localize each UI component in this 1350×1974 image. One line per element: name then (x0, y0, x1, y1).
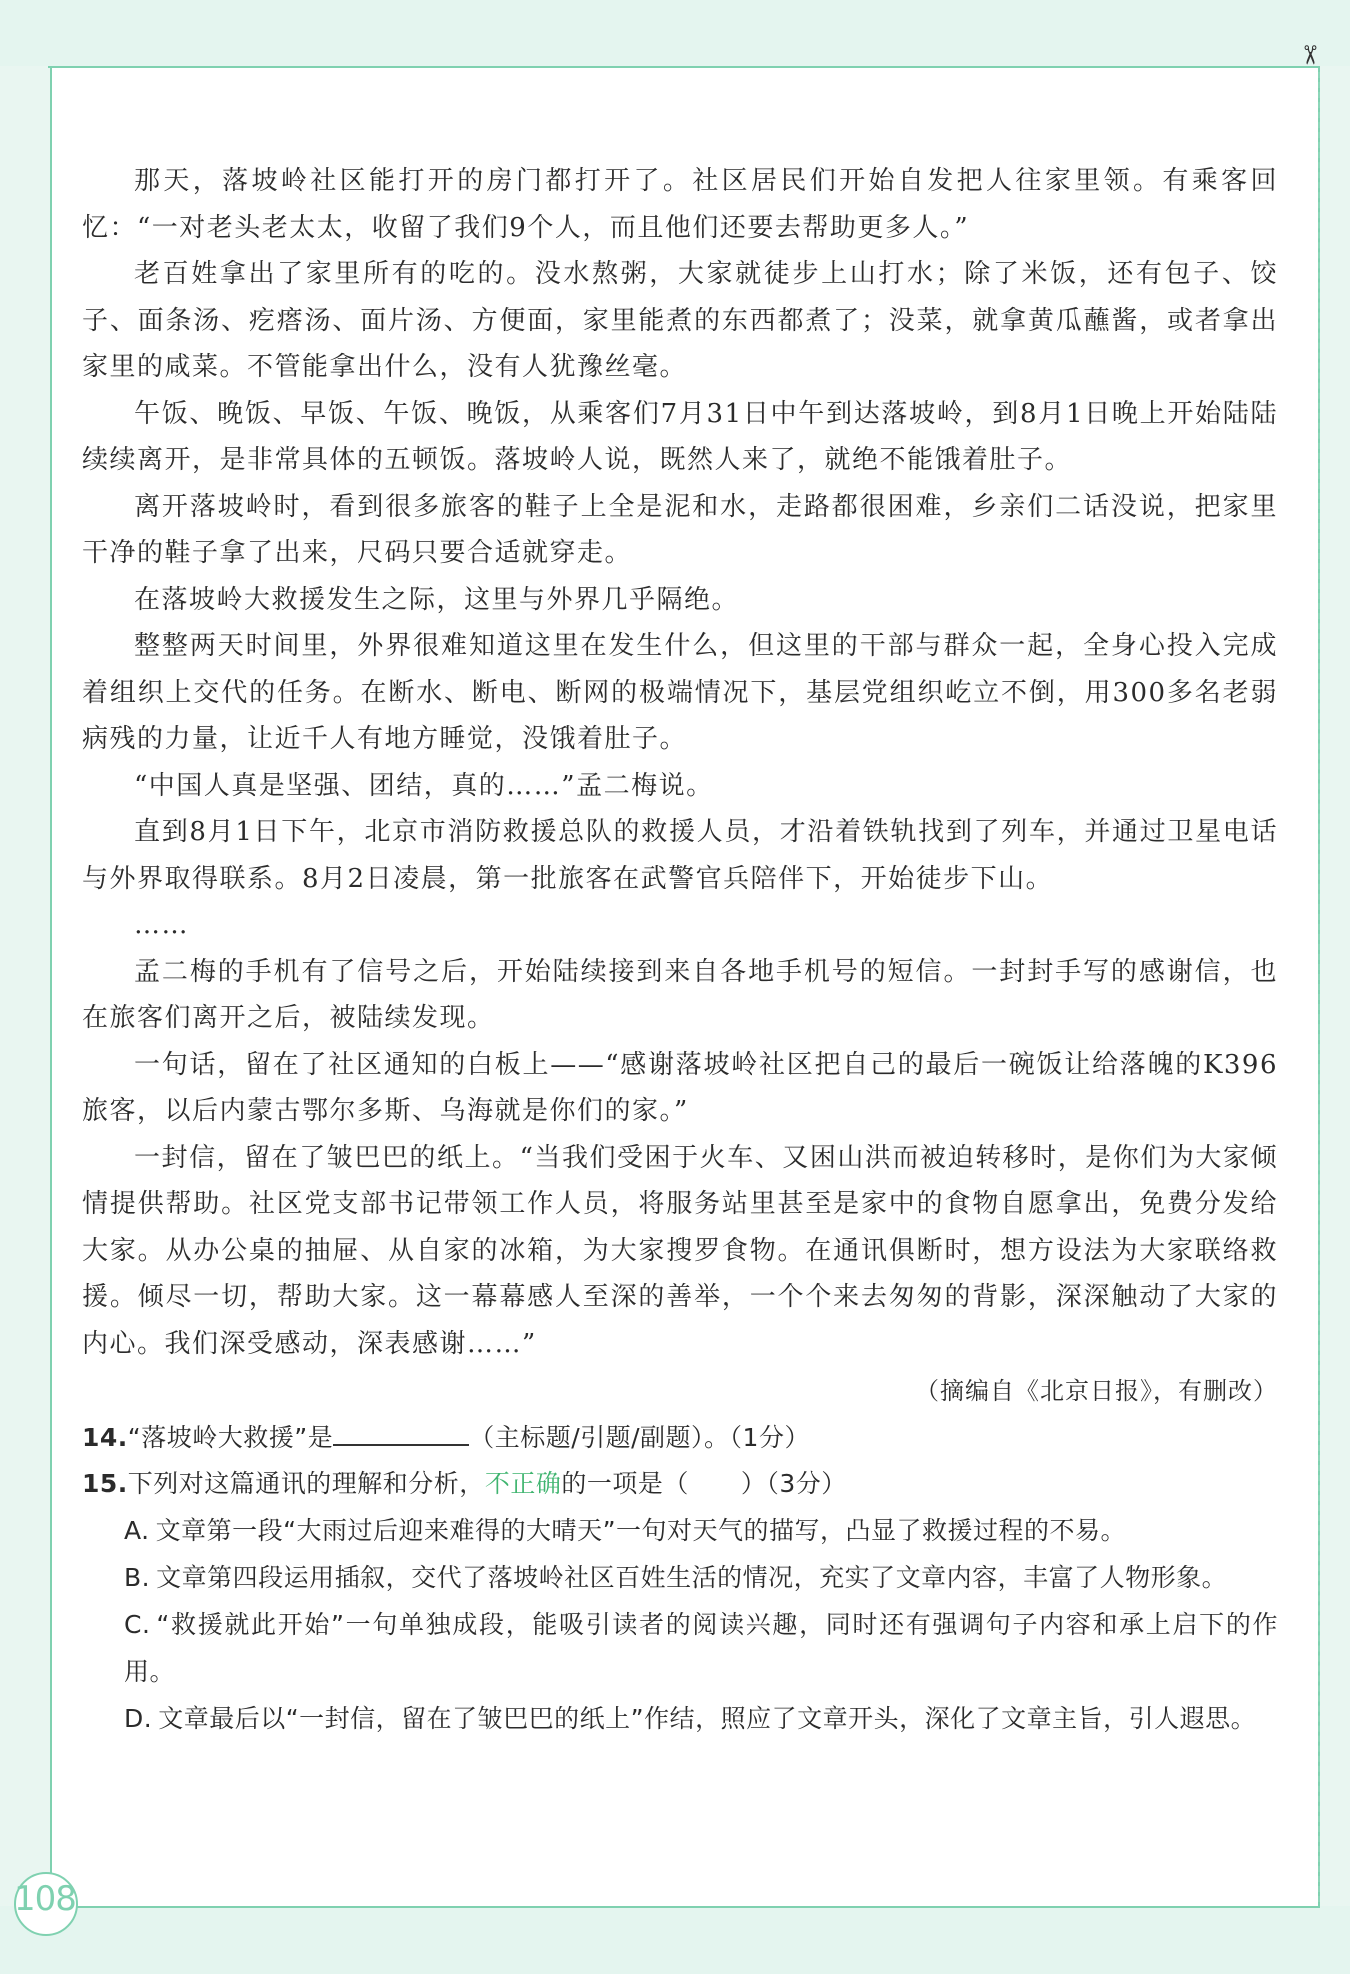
article-paragraph: 老百姓拿出了家里所有的吃的。没水熬粥，大家就徒步上山打水；除了米饭，还有包子、饺子、面条汤、疙瘩汤、面片汤、方便面，家里能煮的东西都煮了；没菜，就拿黄瓜蘸酱，或者拿出家里的咸菜。不管能拿出什么，没有人犹豫丝毫。 (82, 259, 1278, 382)
article-paragraph: 一句话，留在了社区通知的白板上——“感谢落坡岭社区把自己的最后一碗饭让给落魄的K396旅客，以后内蒙古鄂尔多斯、乌海就是你们的家。” (82, 1049, 1278, 1126)
question-number: 14. (82, 1423, 128, 1452)
article-paragraph: 离开落坡岭时，看到很多旅客的鞋子上全是泥和水，走路都很困难，乡亲们二话没说，把家里干净的鞋子拿了出来，尺码只要合适就穿走。 (82, 491, 1278, 568)
option-label: B. (124, 1563, 151, 1592)
option-c (82, 1601, 1278, 1695)
article-paragraph: 在落坡岭大救援发生之际，这里与外界几乎隔绝。 (134, 584, 740, 615)
answer-blank[interactable] (333, 1422, 469, 1446)
scissors-icon: ✂ (1294, 44, 1324, 66)
article-paragraph: 一封信，留在了皱巴巴的纸上。“当我们受困于火车、又困山洪而被迫转移时，是你们为大家倾情提供帮助。社区党支部书记带领工作人员，将服务站里甚至是家中的食物自愿拿出，免费分发给大家。从办公桌的抽屉、从自家的冰箱，为大家搜罗食物。在通讯俱断时，想方设法为大家联络救援。倾尽一切，帮助大家。这一幕幕感人至深的善举，一个个来去匆匆的背影，深深触动了大家的内心。我们深受感动，深表感谢……” (82, 1142, 1278, 1359)
question-15 (82, 1461, 1278, 1507)
question-text: “落坡岭大救援”是 (127, 1423, 334, 1452)
option-d (82, 1695, 1278, 1742)
question-text-suffix: （主标题/引题/副题）。（1分） (469, 1423, 810, 1452)
question-number: 15. (82, 1469, 128, 1498)
article-paragraph: 整整两天时间里，外界很难知道这里在发生什么，但这里的干部与群众一起，全身心投入完成着组织上交代的任务。在断水、断电、断网的极端情况下，基层党组织屹立不倒，用300多名老弱病残的力量，让近千人有地方睡觉，没饿着肚子。 (82, 631, 1278, 754)
article-paragraph: 孟二梅的手机有了信号之后，开始陆续接到来自各地手机号的短信。一封封手写的感谢信，也在旅客们离开之后，被陆续发现。 (82, 956, 1278, 1033)
option-text: 文章最后以“一封信，留在了皱巴巴的纸上”作结，照应了文章开头，深化了文章主旨，引人遐思。 (158, 1704, 1257, 1733)
article-content (82, 158, 1278, 1742)
option-label: D. (124, 1704, 153, 1733)
bottom-margin-band (0, 1906, 1350, 1974)
option-text: 文章第四段运用插叙，交代了落坡岭社区百姓生活的情况，充实了文章内容，丰富了人物形象。 (156, 1563, 1228, 1592)
option-a (82, 1507, 1278, 1554)
question-text-middle: 的一项是（ (561, 1469, 689, 1498)
top-margin-band (0, 0, 1350, 66)
ellipsis-paragraph: …… (134, 910, 189, 940)
question-text-suffix: ）（3分） (740, 1469, 847, 1498)
question-text: 下列对这篇通讯的理解和分析， (127, 1469, 485, 1498)
emphasis-text: 不正确 (484, 1469, 562, 1498)
question-14 (82, 1415, 1278, 1461)
article-paragraph: “中国人真是坚强、团结，真的……”孟二梅说。 (134, 770, 714, 801)
option-label: C. (124, 1610, 151, 1639)
page-number: 108 (14, 1879, 76, 1919)
article-paragraph: 直到8月1日下午，北京市消防救援总队的救援人员，才沿着铁轨找到了列车，并通过卫星电话与外界取得联系。8月2日凌晨，第一批旅客在武警官兵陪伴下，开始徒步下山。 (82, 817, 1278, 894)
option-text: “救援就此开始”一句单独成段，能吸引读者的阅读兴趣，同时还有强调句子内容和承上启下的作用。 (124, 1610, 1278, 1686)
option-label: A. (124, 1516, 150, 1545)
article-paragraph: 那天，落坡岭社区能打开的房门都打开了。社区居民们开始自发把人往家里领。有乘客回忆：“一对老头老太太，收留了我们9个人，而且他们还要去帮助更多人。” (82, 166, 1278, 243)
option-text: 文章第一段“大雨过后迎来难得的大晴天”一句对天气的描写，凸显了救援过程的不易。 (155, 1516, 1127, 1545)
bottom-cut-line (66, 1906, 1320, 1908)
article-paragraph: 午饭、晚饭、早饭、午饭、晚饭，从乘客们7月31日中午到达落坡岭，到8月1日晚上开始陆陆续续离开，是非常具体的五顿饭。落坡岭人说，既然人来了，就绝不能饿着肚子。 (82, 398, 1278, 475)
option-b (82, 1554, 1278, 1601)
source-citation: （摘编自《北京日报》，有删改） (915, 1377, 1278, 1405)
right-dashed-cut-line (1318, 72, 1320, 1902)
top-cut-line (48, 66, 1310, 68)
